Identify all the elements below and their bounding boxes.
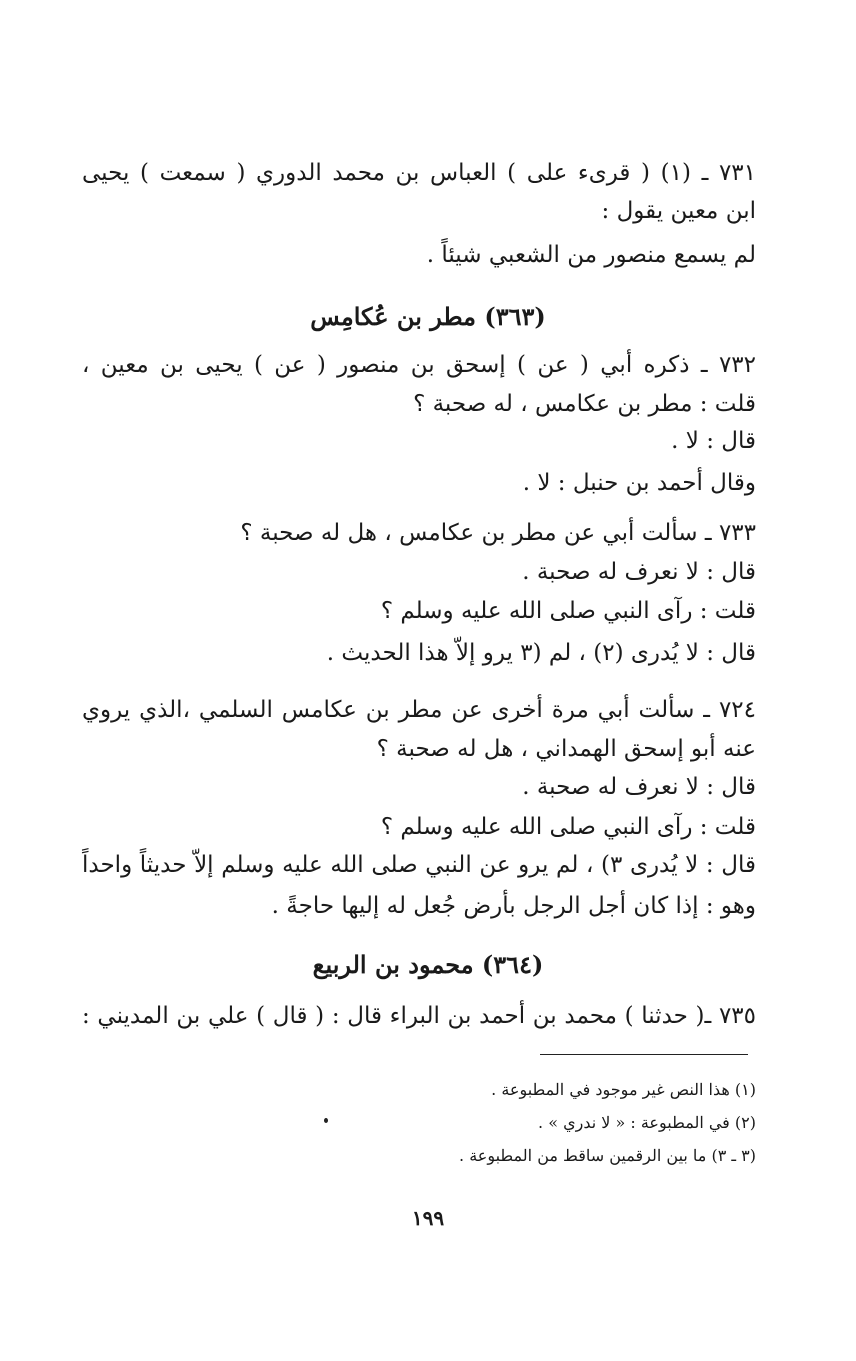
entry-734-line-6: وهو : إذا كان أجل الرجل بأرض جُعل له إليها حاجةً . <box>271 893 756 919</box>
entry-732-line-3: قال : لا . <box>671 428 756 454</box>
entry-733-line-3: قلت : رآى النبي صلى الله عليه وسلم ؟ <box>380 598 756 624</box>
entry-731-line-2: ابن معين يقول : <box>601 198 756 224</box>
footnote-2: (٢) في المطبوعة : « لا ندري » . <box>538 1113 756 1132</box>
footnote-separator <box>540 1054 748 1055</box>
footnote-3: (٣ ـ ٣) ما بين الرقمين ساقط من المطبوعة . <box>459 1146 756 1165</box>
entry-732-line-2: قلت : مطر بن عكامس ، له صحبة ؟ <box>413 391 756 417</box>
section-heading-363: (٣٦٣) مطر بن عُكامِس <box>310 302 546 331</box>
entry-731-line-3: لم يسمع منصور من الشعبي شيئاً . <box>426 242 756 268</box>
page-number: ١٩٩ <box>411 1206 445 1230</box>
entry-734-line-3: قال : لا نعرف له صحبة . <box>522 774 756 800</box>
footnote-1: (١) هذا النص غير موجود في المطبوعة . <box>491 1080 756 1099</box>
print-speck <box>324 1118 328 1123</box>
entry-734-line-2: عنه أبو إسحق الهمداني ، هل له صحبة ؟ <box>376 736 756 762</box>
entry-733-line-2: قال : لا نعرف له صحبة . <box>522 559 756 585</box>
entry-733-line-1: ٧٣٣ ـ سألت أبي عن مطر بن عكامس ، هل له صحبة ؟ <box>240 520 756 546</box>
entry-731-line-1: ٧٣١ ـ (١) ( قرىء على ) العباس بن محمد الدوري ( سمعت ) يحيى <box>82 160 756 186</box>
entry-732-line-4: وقال أحمد بن حنبل : لا . <box>522 470 756 496</box>
entry-734-line-5: قال : لا يُدرى ٣) ، لم يرو عن النبي صلى الله عليه وسلم إلاّ حديثاً واحداً <box>82 852 756 878</box>
entry-734-line-1: ٧٢٤ ـ سألت أبي مرة أخرى عن مطر بن عكامس السلمي ،الذي يروي <box>82 697 756 723</box>
entry-735-line-1: ٧٣٥ ـ( حدثنا ) محمد بن أحمد بن البراء قال : ( قال ) علي بن المديني : <box>82 1003 756 1029</box>
section-heading-364: (٣٦٤) محمود بن الربيع <box>312 950 544 979</box>
entry-733-line-4: قال : لا يُدرى (٢) ، لم (٣ يرو إلاّ هذا الحديث . <box>326 640 756 666</box>
entry-734-line-4: قلت : رآى النبي صلى الله عليه وسلم ؟ <box>380 814 756 840</box>
entry-732-line-1: ٧٣٢ ـ ذكره أبي ( عن ) إسحق بن منصور ( عن ) يحيى بن معين ، <box>82 352 756 378</box>
